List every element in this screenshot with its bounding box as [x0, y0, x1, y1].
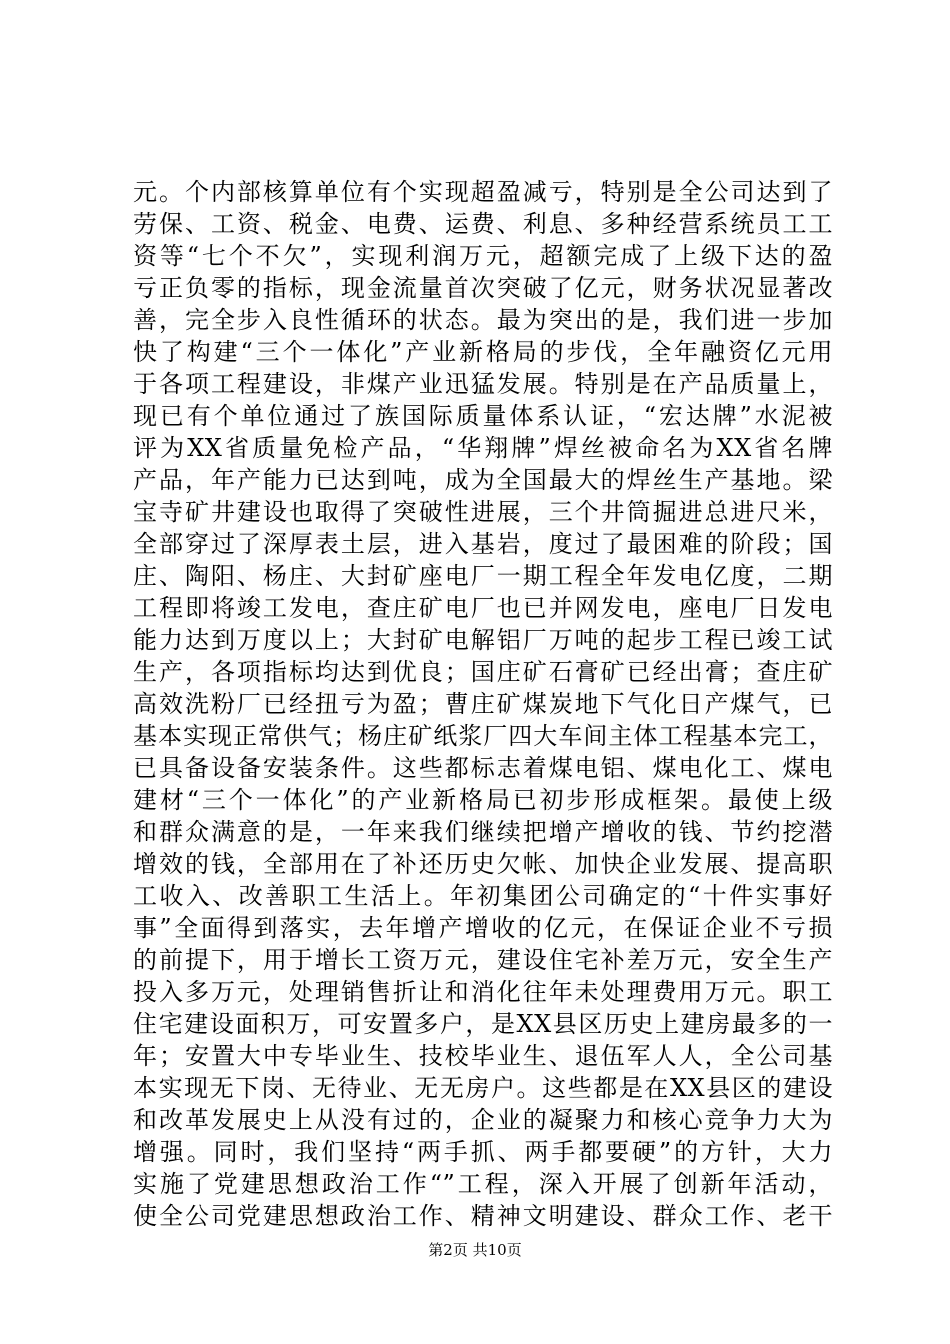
text-line: 全部穿过了深厚表土层，进入基岩，度过了最困难的阶段；国 [133, 530, 833, 558]
body-text [133, 176, 833, 1232]
text-line: 已具备设备安装条件。这些都标志着煤电铝、煤电化工、煤电 [133, 754, 833, 782]
text-line: 于各项工程建设，非煤产业迅猛发展。特别是在产品质量上， [133, 370, 833, 398]
text-line: 劳保、工资、税金、电费、运费、利息、多种经营系统员工工 [133, 210, 833, 238]
page-footer [0, 1240, 950, 1260]
text-line: 宝寺矿井建设也取得了突破性进展，三个井筒掘进总进尺米， [133, 498, 833, 526]
page-number-label: 第2页 共10页 [428, 1241, 522, 1259]
text-line: 本实现无下岗、无待业、无无房户。这些都是在XX县区的建设 [133, 1074, 833, 1102]
text-line: 资等“七个不欠”，实现利润万元，超额完成了上级下达的盈 [133, 242, 833, 270]
text-line: 和群众满意的是，一年来我们继续把增产增收的钱、节约挖潜 [133, 818, 833, 846]
text-line: 基本实现正常供气；杨庄矿纸浆厂四大车间主体工程基本完工， [133, 722, 833, 750]
text-line: 产品，年产能力已达到吨，成为全国最大的焊丝生产基地。梁 [133, 466, 833, 494]
text-line: 住宅建设面积万，可安置多户，是XX县区历史上建房最多的一 [133, 1010, 833, 1038]
text-line: 和改革发展史上从没有过的，企业的凝聚力和核心竞争力大为 [133, 1106, 833, 1134]
text-line: 评为XX省质量免检产品，“华翔牌”焊丝被命名为XX省名牌 [133, 434, 833, 462]
text-line: 元。个内部核算单位有个实现超盈减亏，特别是全公司达到了 [133, 178, 833, 206]
text-line: 快了构建“三个一体化”产业新格局的步伐，全年融资亿元用 [133, 338, 833, 366]
text-line: 亏正负零的指标，现金流量首次突破了亿元，财务状况显著改 [133, 274, 833, 302]
text-line: 实施了党建思想政治工作“”工程，深入开展了创新年活动， [133, 1170, 833, 1198]
text-line: 高效洗粉厂已经扭亏为盈；曹庄矿煤炭地下气化日产煤气，已 [133, 690, 833, 718]
text-line: 增强。同时，我们坚持“两手抓、两手都要硬”的方针，大力 [133, 1138, 833, 1166]
text-line: 增效的钱，全部用在了补还历史欠帐、加快企业发展、提高职 [133, 850, 833, 878]
text-line: 年；安置大中专毕业生、技校毕业生、退伍军人人，全公司基 [133, 1042, 833, 1070]
text-line: 庄、陶阳、杨庄、大封矿座电厂一期工程全年发电亿度，二期 [133, 562, 833, 590]
text-line: 工程即将竣工发电，查庄矿电厂也已并网发电，座电厂日发电 [133, 594, 833, 622]
text-line: 事”全面得到落实，去年增产增收的亿元，在保证企业不亏损 [133, 914, 833, 942]
text-line: 使全公司党建思想政治工作、精神文明建设、群众工作、老干 [133, 1202, 833, 1230]
text-line: 能力达到万度以上；大封矿电解铝厂万吨的起步工程已竣工试 [133, 626, 833, 654]
text-line: 现已有个单位通过了族国际质量体系认证，“宏达牌”水泥被 [133, 402, 833, 430]
text-line: 生产，各项指标均达到优良；国庄矿石膏矿已经出膏；查庄矿 [133, 658, 833, 686]
text-line: 善，完全步入良性循环的状态。最为突出的是，我们进一步加 [133, 306, 833, 334]
text-line: 工收入、改善职工生活上。年初集团公司确定的“十件实事好 [133, 882, 833, 910]
text-line: 建材“三个一体化”的产业新格局已初步形成框架。最使上级 [133, 786, 833, 814]
text-line: 的前提下，用于增长工资万元，建设住宅补差万元，安全生产 [133, 946, 833, 974]
text-line: 投入多万元，处理销售折让和消化往年未处理费用万元。职工 [133, 978, 833, 1006]
